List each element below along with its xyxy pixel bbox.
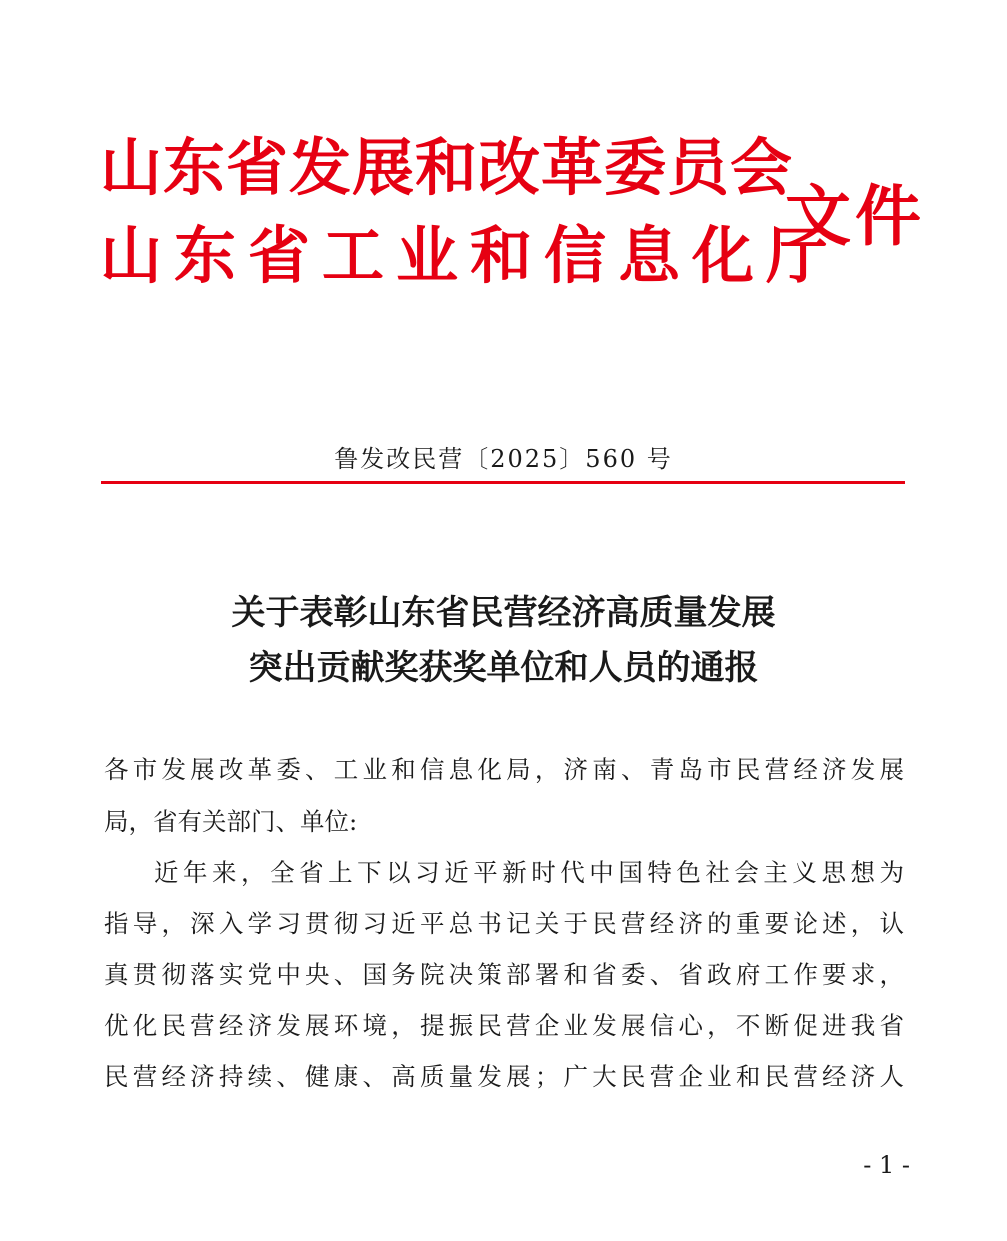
document-header	[100, 128, 925, 318]
body-line-6: 优化民营经济发展环境，提振民营企业发展信心，不断促进我省	[104, 1011, 904, 1040]
body-line-7: 民营经济持续、健康、高质量发展；广大民营企业和民营经济人	[104, 1062, 904, 1091]
document-title-line-1: 关于表彰山东省民营经济高质量发展	[231, 593, 776, 633]
page-number: - 1 -	[863, 1151, 910, 1179]
document-title-line-2: 突出贡献奖获奖单位和人员的通报	[248, 648, 759, 688]
body-line-2: 局，省有关部门、单位:	[104, 807, 358, 836]
issuer-name-1: 山东省发展和改革委员会	[100, 131, 794, 204]
body-line-5: 真贯彻落实党中央、国务院决策部署和省委、省政府工作要求，	[104, 960, 904, 989]
document-type-label: 文件	[785, 177, 925, 255]
body-line-3: 近年来，全省上下以习近平新时代中国特色社会主义思想为	[154, 858, 904, 887]
document-number: 鲁发改民营〔2025〕560 号	[334, 445, 673, 473]
body-line-4: 指导，深入学习贯彻习近平总书记关于民营经济的重要论述，认	[104, 909, 904, 938]
red-divider-line	[101, 481, 905, 484]
issuer-name-2: 山东省工业和信息化厅	[100, 219, 841, 292]
body-line-1: 各市发展改革委、工业和信息化局，济南、青岛市民营经济发展	[104, 755, 904, 784]
